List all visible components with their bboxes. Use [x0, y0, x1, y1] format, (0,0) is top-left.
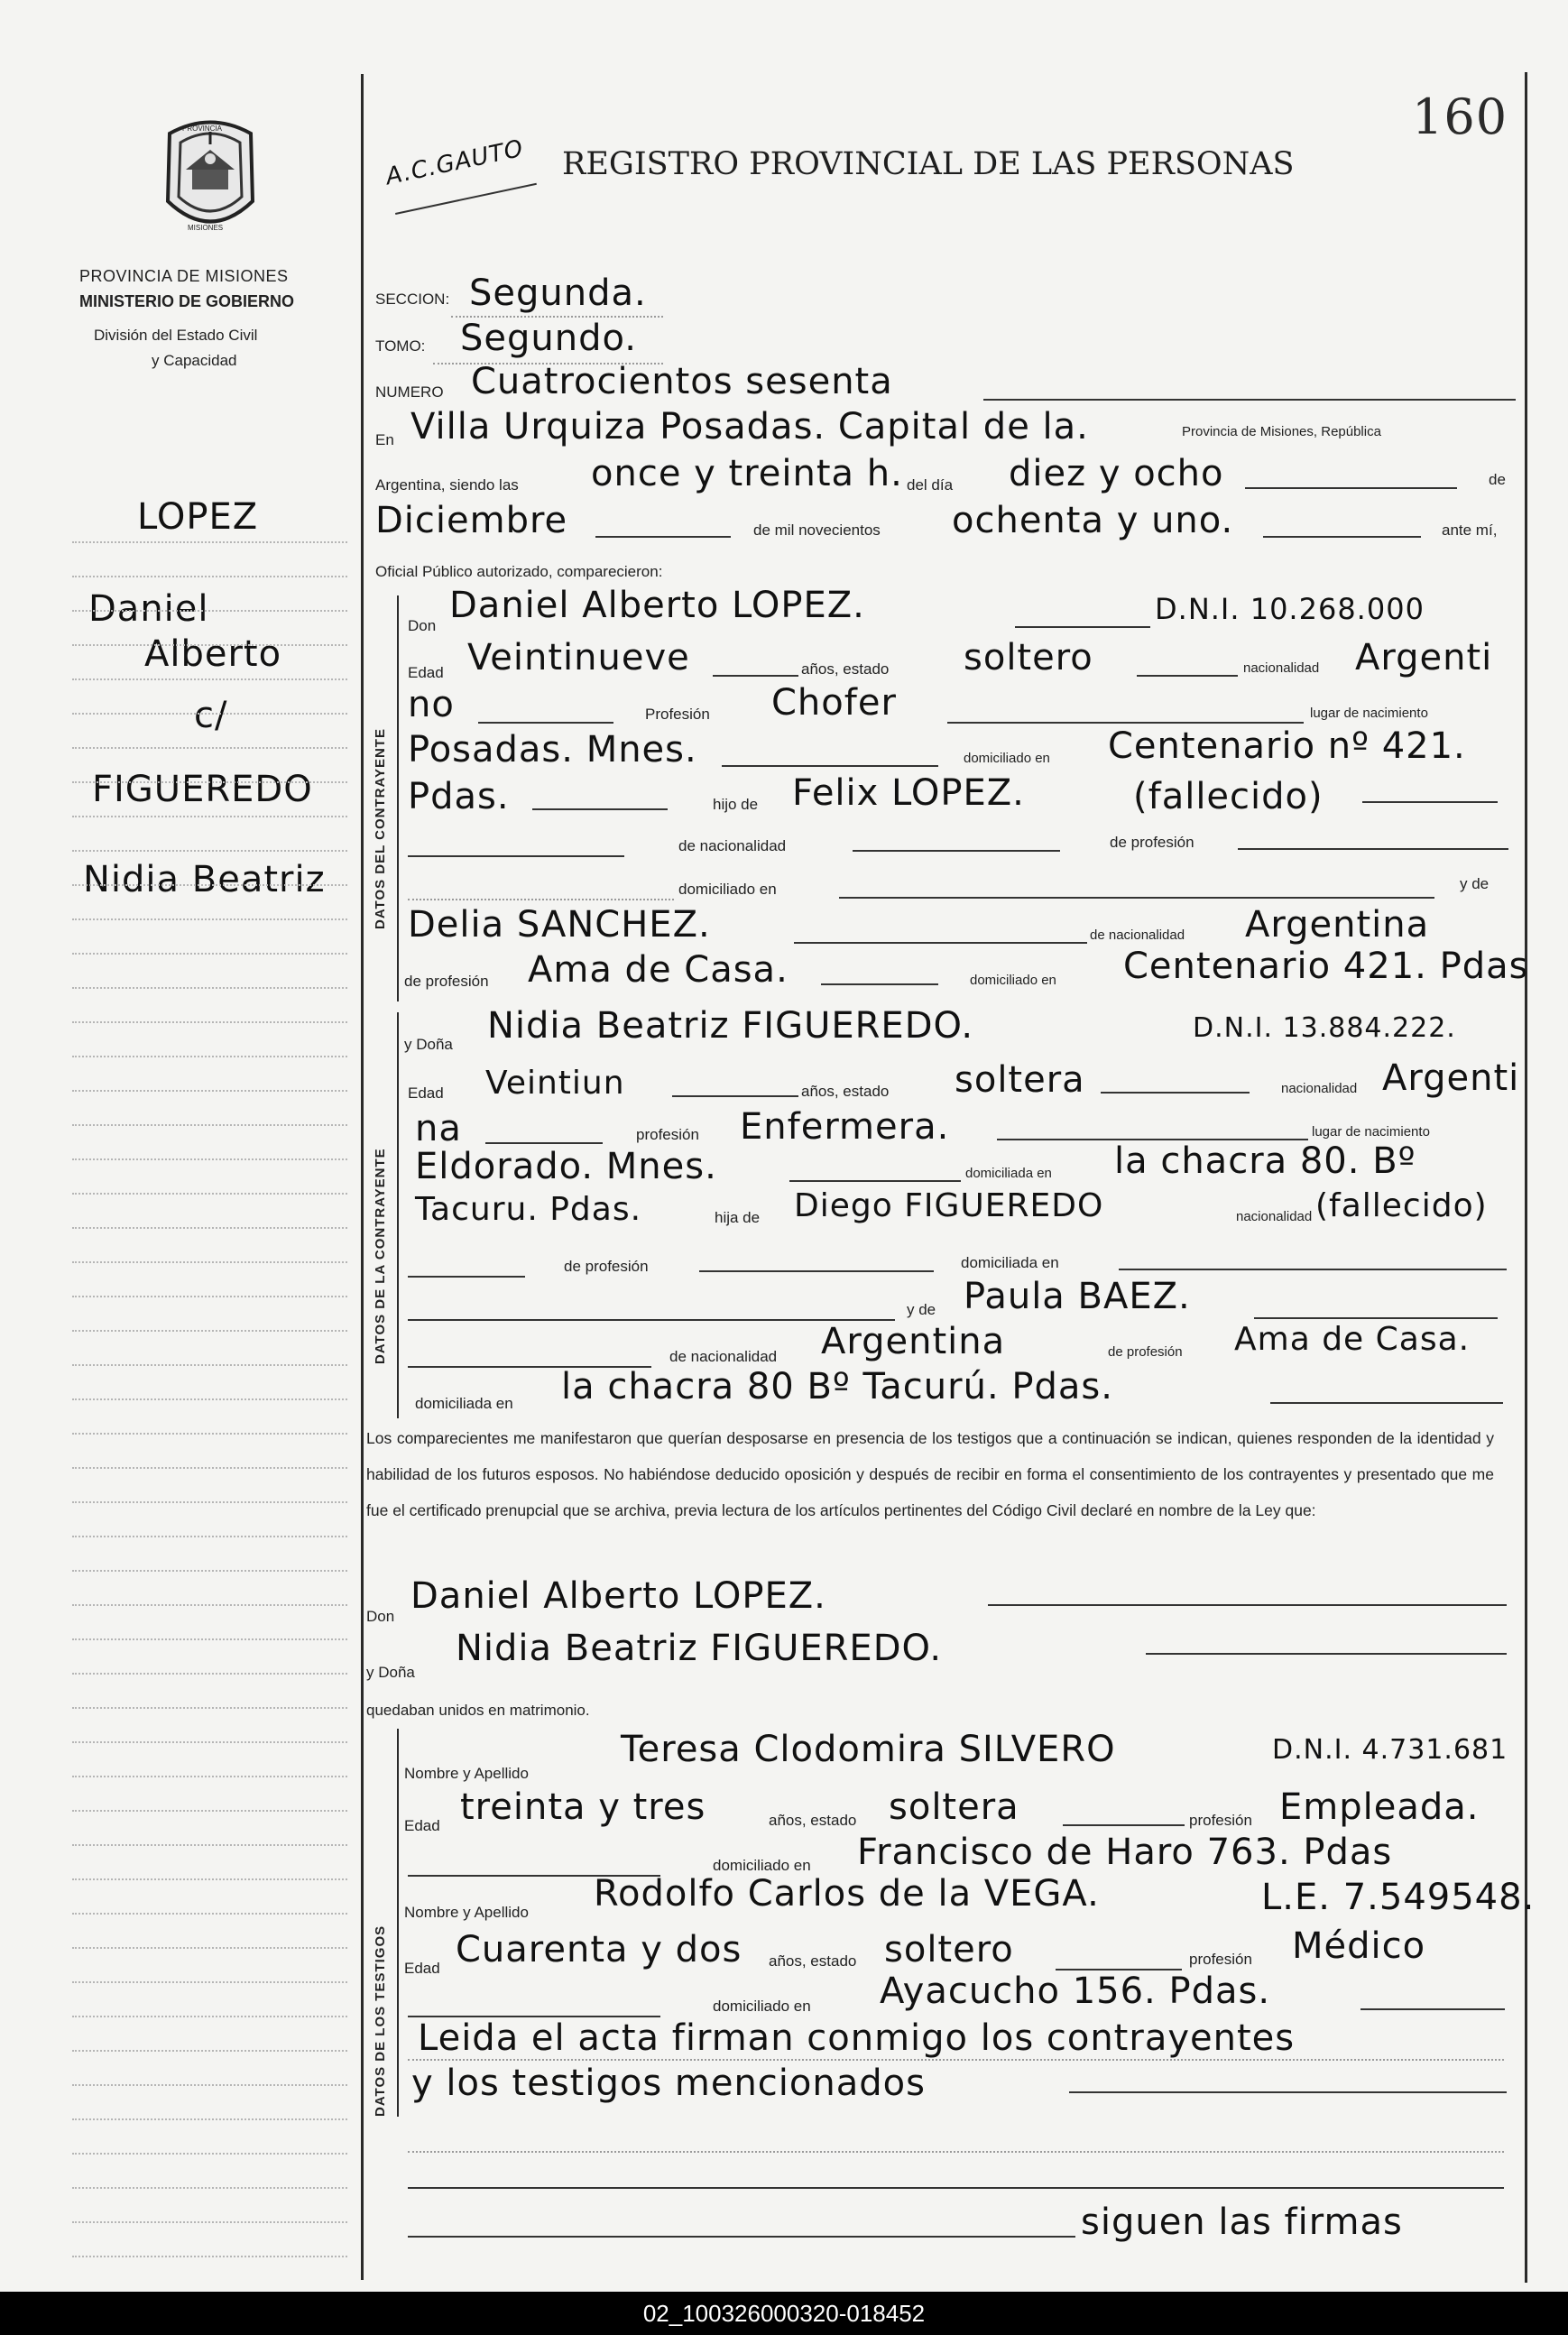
line-closing4: [408, 2187, 1504, 2189]
label-domiciliado-2: domiciliado en: [678, 881, 777, 898]
margin-rule-line: [72, 953, 347, 955]
margin-rule-line: [72, 2016, 347, 2017]
margin-surname2: FIGUEREDO: [92, 769, 313, 810]
line-bride-maddr: [1270, 1402, 1503, 1404]
margin-rule-line: [72, 1604, 347, 1606]
right-border: [1525, 72, 1527, 2283]
label-edad-w1: Edad: [404, 1817, 440, 1834]
line-bride-status: [1101, 1092, 1250, 1094]
bride-nationality-a: Argenti: [1382, 1057, 1520, 1099]
label-nombre-w1: Nombre y Apellido: [404, 1765, 529, 1782]
margin-rule-line: [72, 1878, 347, 1880]
witness1-name: Teresa Clodomira SILVERO: [621, 1729, 1116, 1770]
margin-rule-line: [72, 1501, 347, 1503]
bride-father: Diego FIGUEREDO: [794, 1187, 1104, 1224]
groom-age: Veintinueve: [467, 637, 690, 678]
label-anos-w1: años, estado: [769, 1812, 857, 1829]
groom-name: Daniel Alberto LOPEZ.: [449, 585, 865, 626]
label-nacionalidad: nacionalidad: [1243, 660, 1320, 676]
line-dia: [1245, 487, 1457, 489]
margin-rule-line: [72, 1021, 347, 1023]
margin-rule-line: [72, 747, 347, 749]
margin-rule-line: [72, 541, 347, 543]
line-bride-blank1: [408, 1276, 525, 1278]
label-de-nac-madre: de nacionalidad: [1090, 928, 1185, 943]
margin-rule: [361, 74, 364, 2280]
label-nacionalidad-bride: nacionalidad: [1281, 1081, 1358, 1096]
groom-birthplace: Posadas. Mnes.: [408, 729, 697, 771]
groom-mother: Delia SANCHEZ.: [408, 904, 711, 946]
groom-address-b: Pdas.: [408, 776, 510, 817]
page-number: 160: [1412, 88, 1508, 145]
groom-profession: Chofer: [771, 682, 897, 724]
stamp-text: A.C.GAUTO: [383, 134, 527, 191]
label-anos-w2: años, estado: [769, 1952, 857, 1970]
margin-rule-line: [72, 1193, 347, 1195]
witness1-address: Francisco de Haro 763. Pdas: [857, 1832, 1393, 1873]
label-quedaban: quedaban unidos en matrimonio.: [366, 1702, 590, 1719]
label-anos-estado: años, estado: [801, 660, 890, 678]
line-bride-nat: [485, 1142, 603, 1144]
label-lugar-nac-bride: lugar de nacimiento: [1312, 1124, 1430, 1140]
witness1-doc: D.N.I. 4.731.681: [1272, 1734, 1508, 1766]
line-closing3: [408, 2151, 1504, 2153]
margin-rule-line: [72, 987, 347, 989]
side-label-testigos: DATOS DE LOS TESTIGOS: [373, 1924, 388, 2117]
groom-section-rule: [397, 595, 399, 1001]
label-de-mil: de mil novecientos: [753, 521, 881, 539]
margin-rule-line: [72, 816, 347, 817]
margin-rule-line: [72, 1227, 347, 1229]
line-bride-birth: [789, 1180, 961, 1182]
line-decl-bride: [1146, 1653, 1507, 1655]
line-numero: [983, 399, 1516, 401]
margin-rule-line: [72, 1947, 347, 1949]
margin-rule-line: [72, 1536, 347, 1537]
groom-dni: D.N.I. 10.268.000: [1155, 592, 1425, 626]
closing-line1: Leida el acta firman conmigo los contrayentes: [418, 2017, 1296, 2059]
margin-rule-line: [72, 644, 347, 646]
bride-father-note: (fallecido): [1315, 1187, 1488, 1224]
label-argentina-siendo: Argentina, siendo las: [375, 476, 519, 494]
declaration-paragraph: Los comparecientes me manifestaron que querían desposarse en presencia de los testigos que a continuación se indican, quienes responden de la identidad y habilidad de los futuros esposos. No habiéndose deducido oposición y después de recibir en forma el consentimiento de los contrayentes y presentado que me fue el certificado prenupcial que se archiva, previa lectura de los artículos pertinentes del Código Civil declaré en nombre de la Ley que:: [366, 1429, 1494, 1519]
margin-surname1: LOPEZ: [137, 496, 259, 538]
groom-father-note: (fallecido): [1133, 776, 1324, 817]
label-y-dona: y Doña: [404, 1036, 453, 1053]
line-groom-name: [1015, 626, 1150, 628]
witness1-status: soltera: [889, 1786, 1019, 1828]
margin-with: c/: [194, 695, 228, 736]
line-groom-addr: [532, 808, 668, 810]
margin-rule-line: [72, 1741, 347, 1743]
margin-rule-line: [72, 1467, 347, 1469]
line-bride-age: [672, 1095, 798, 1097]
line-groom-blank5: [839, 897, 1434, 899]
bride-section-rule: [397, 1012, 399, 1418]
label-de-prof-madre: de profesión: [404, 973, 489, 990]
witness1-profession: Empleada.: [1279, 1786, 1480, 1828]
line-mes: [595, 536, 731, 538]
witness2-name: Rodolfo Carlos de la VEGA.: [594, 1873, 1100, 1915]
groom-mother-profession: Ama de Casa.: [528, 949, 789, 991]
margin-rule-line: [72, 2084, 347, 2086]
label-hijo-de: hijo de: [713, 796, 759, 813]
closing-line2: y los testigos mencionados: [411, 2063, 926, 2104]
label-en: En: [375, 431, 394, 448]
bride-address-b: Tacuru. Pdas.: [415, 1191, 642, 1228]
margin-rule-line: [72, 1707, 347, 1709]
label-prof-w2: profesión: [1189, 1951, 1252, 1968]
value-lugar: Villa Urquiza Posadas. Capital de la.: [410, 406, 1089, 448]
margin-rule-line: [72, 1810, 347, 1812]
margin-rule-line: [72, 1296, 347, 1297]
margin-rule-line: [72, 2153, 347, 2155]
value-tomo: Segundo.: [460, 318, 637, 359]
stamp-underline: [395, 183, 537, 215]
groom-mother-nationality: Argentina: [1245, 904, 1430, 946]
label-dom-w1: domiciliado en: [713, 1857, 811, 1874]
registry-title: REGISTRO PROVINCIAL DE LAS PERSONAS: [562, 146, 1295, 182]
margin-rule-line: [72, 610, 347, 612]
label-tomo: TOMO:: [375, 337, 426, 355]
label-de-profesion: de profesión: [1110, 834, 1194, 851]
value-mes: Diciembre: [375, 500, 568, 541]
witness2-age: Cuarenta y dos: [456, 1929, 742, 1970]
ministry-name: MINISTERIO DE GOBIERNO: [79, 292, 295, 310]
line-decl-groom: [988, 1604, 1507, 1606]
margin-rule-line: [72, 1433, 347, 1435]
bride-mother-nationality: Argentina: [821, 1321, 1006, 1362]
margin-rule-line: [72, 1570, 347, 1572]
witness-section-rule: [397, 1729, 399, 2117]
bride-profession: Enfermera.: [740, 1106, 950, 1148]
value-hora: once y treinta h.: [591, 453, 903, 494]
margin-rule-line: [72, 1673, 347, 1675]
witness2-profession: Médico: [1292, 1925, 1426, 1967]
label-profesion: Profesión: [645, 706, 710, 723]
label-y-de-bride: y de: [907, 1301, 936, 1318]
bride-mother-profession: Ama de Casa.: [1234, 1321, 1471, 1358]
decl-bride: Nidia Beatriz FIGUEREDO.: [456, 1628, 943, 1669]
label-ante-mi: ante mí,: [1442, 521, 1498, 539]
margin-rule-line: [72, 1398, 347, 1400]
line-groom-blank1: [408, 855, 624, 857]
groom-mother-address: Centenario 421. Pdas: [1123, 946, 1529, 987]
margin-rule-line: [72, 2187, 347, 2189]
side-label-contrayente: DATOS DEL CONTRAYENTE: [373, 728, 388, 929]
label-don-decl: Don: [366, 1608, 395, 1625]
value-anio: ochenta y uno.: [952, 500, 1234, 541]
line-groom-father: [1362, 801, 1498, 803]
margin-rule-line: [72, 2221, 347, 2223]
line-w1-status: [1063, 1824, 1185, 1826]
label-de-nacionalidad: de nacionalidad: [678, 837, 787, 854]
margin-rule-line: [72, 1913, 347, 1915]
label-nacionalidad-padre: nacionalidad: [1236, 1209, 1313, 1224]
label-dona-decl: y Doña: [366, 1664, 415, 1681]
line-groom-nat: [478, 722, 613, 724]
bride-mother: Paula BAEZ.: [964, 1276, 1191, 1317]
line-anio: [1263, 536, 1421, 538]
line-closing2: [1069, 2091, 1507, 2093]
witness2-address: Ayacucho 156. Pdas.: [880, 1970, 1271, 2012]
margin-rule-line: [72, 1981, 347, 1983]
line-groom-blank4: [408, 899, 674, 900]
label-domiciliada-madre: domiciliada en: [415, 1395, 513, 1412]
label-don: Don: [408, 617, 437, 634]
margin-rule-line: [72, 1638, 347, 1640]
bride-birthplace: Eldorado. Mnes.: [415, 1146, 717, 1187]
value-seccion: Segunda.: [469, 272, 647, 314]
label-nombre-w2: Nombre y Apellido: [404, 1904, 529, 1921]
groom-nationality-b: no: [408, 684, 455, 725]
decl-groom: Daniel Alberto LOPEZ.: [410, 1575, 826, 1617]
margin-given1-line1: Daniel: [88, 588, 209, 630]
bride-dni: D.N.I. 13.884.222.: [1193, 1012, 1456, 1044]
line-groom-blank3: [1238, 848, 1508, 850]
label-dom-w2: domiciliado en: [713, 1998, 811, 2015]
witness2-status: soltero: [884, 1929, 1014, 1970]
margin-given2: Nidia Beatriz: [83, 859, 326, 900]
witness2-doc: L.E. 7.549548.: [1261, 1877, 1536, 1918]
value-dia: diez y ocho: [1009, 453, 1224, 494]
margin-given1-line2: Alberto: [144, 633, 282, 675]
label-de-prof-bride: de profesión: [564, 1258, 649, 1275]
margin-rule-line: [72, 1261, 347, 1263]
line-groom-birth: [722, 765, 938, 767]
line-bride-blank3: [1119, 1269, 1507, 1270]
margin-rule-line: [72, 1090, 347, 1092]
bride-mother-address: la chacra 80 Bº Tacurú. Pdas.: [561, 1366, 1113, 1407]
label-domiciliada: domiciliada en: [965, 1166, 1052, 1181]
margin-rule-line: [72, 1330, 347, 1332]
margin-rule-line: [72, 678, 347, 680]
label-oficial: Oficial Público autorizado, comparecieron:: [375, 563, 663, 580]
margin-rule-line: [72, 713, 347, 715]
line-closing5: [408, 2236, 1075, 2238]
bride-address-a: la chacra 80. Bº: [1114, 1140, 1416, 1182]
document-code: 02_100326000320-018452: [642, 2300, 926, 2327]
label-prof-w1: profesión: [1189, 1812, 1252, 1829]
line-bride-mother: [1254, 1317, 1498, 1319]
label-y-de: y de: [1460, 875, 1490, 892]
line-closing1: [408, 2059, 1504, 2061]
margin-rule-line: [72, 850, 347, 852]
line-bride-blank2: [699, 1270, 934, 1272]
groom-father: Felix LOPEZ.: [792, 772, 1025, 814]
label-de-mes: de: [1489, 471, 1506, 488]
line-groom-age: [713, 675, 798, 677]
margin-rule-line: [72, 1056, 347, 1057]
seal-bottom-text: MISIONES: [188, 224, 224, 232]
margin-rule-line: [72, 781, 347, 783]
line-groom-mother: [794, 942, 1087, 944]
label-anos-estado-bride: años, estado: [801, 1083, 890, 1100]
bride-nationality-b: na: [415, 1108, 462, 1149]
witness1-age: treinta y tres: [460, 1786, 706, 1828]
line-groom-status: [1137, 675, 1238, 677]
margin-rule-line: [72, 2118, 347, 2120]
label-domiciliada-2: domiciliada en: [961, 1254, 1059, 1271]
label-de-prof-madre-bride: de profesión: [1108, 1344, 1183, 1360]
groom-nationality-a: Argenti: [1355, 637, 1493, 678]
margin-rule-line: [72, 1158, 347, 1160]
label-edad: Edad: [408, 664, 444, 681]
margin-rule-line: [72, 918, 347, 920]
label-domiciliado-madre: domiciliado en: [970, 973, 1056, 988]
division-line2: y Capacidad: [152, 352, 237, 369]
label-seccion: SECCION:: [375, 291, 450, 308]
label-edad-w2: Edad: [404, 1960, 440, 1977]
seal-top-text: PROVINCIA: [182, 125, 223, 133]
groom-address-a: Centenario nº 421.: [1108, 725, 1466, 767]
label-de-nac-madre-bride: de nacionalidad: [669, 1348, 778, 1365]
margin-rule-line: [72, 2256, 347, 2257]
label-lugar-nac: lugar de nacimiento: [1310, 706, 1428, 721]
province-name: PROVINCIA DE MISIONES: [79, 267, 289, 285]
margin-rule-line: [72, 884, 347, 886]
label-del-dia: del día: [907, 476, 954, 494]
bride-age: Veintiun: [485, 1065, 625, 1102]
division-line1: División del Estado Civil: [94, 327, 258, 344]
line-w2-addr: [1360, 2008, 1505, 2010]
margin-rule-line: [72, 2050, 347, 2052]
label-numero: NUMERO: [375, 383, 444, 401]
line-groom-blank2: [853, 850, 1060, 852]
margin-rule-line: [72, 1364, 347, 1366]
margin-rule-line: [72, 1124, 347, 1126]
label-provincia: Provincia de Misiones, República: [1182, 424, 1381, 439]
bride-status: soltera: [955, 1059, 1085, 1101]
label-hija-de: hija de: [715, 1209, 761, 1226]
side-label-contrayenta: DATOS DE LA CONTRAYENTE: [373, 1148, 388, 1364]
value-numero: Cuatrocientos sesenta: [471, 361, 893, 402]
closing-signatures: siguen las firmas: [1081, 2201, 1403, 2243]
label-edad-bride: Edad: [408, 1084, 444, 1102]
provincial-seal-icon: [143, 115, 278, 242]
label-domiciliado: domiciliado en: [964, 751, 1050, 766]
line-groom-prof: [947, 722, 1304, 724]
groom-status: soltero: [964, 637, 1093, 678]
margin-rule-line: [72, 1776, 347, 1777]
margin-rule-line: [72, 576, 347, 577]
margin-rule-line: [72, 1844, 347, 1846]
label-profesion-bride: profesión: [636, 1126, 699, 1143]
bride-name: Nidia Beatriz FIGUEREDO.: [487, 1005, 974, 1047]
line-groom-mprof: [821, 983, 938, 985]
